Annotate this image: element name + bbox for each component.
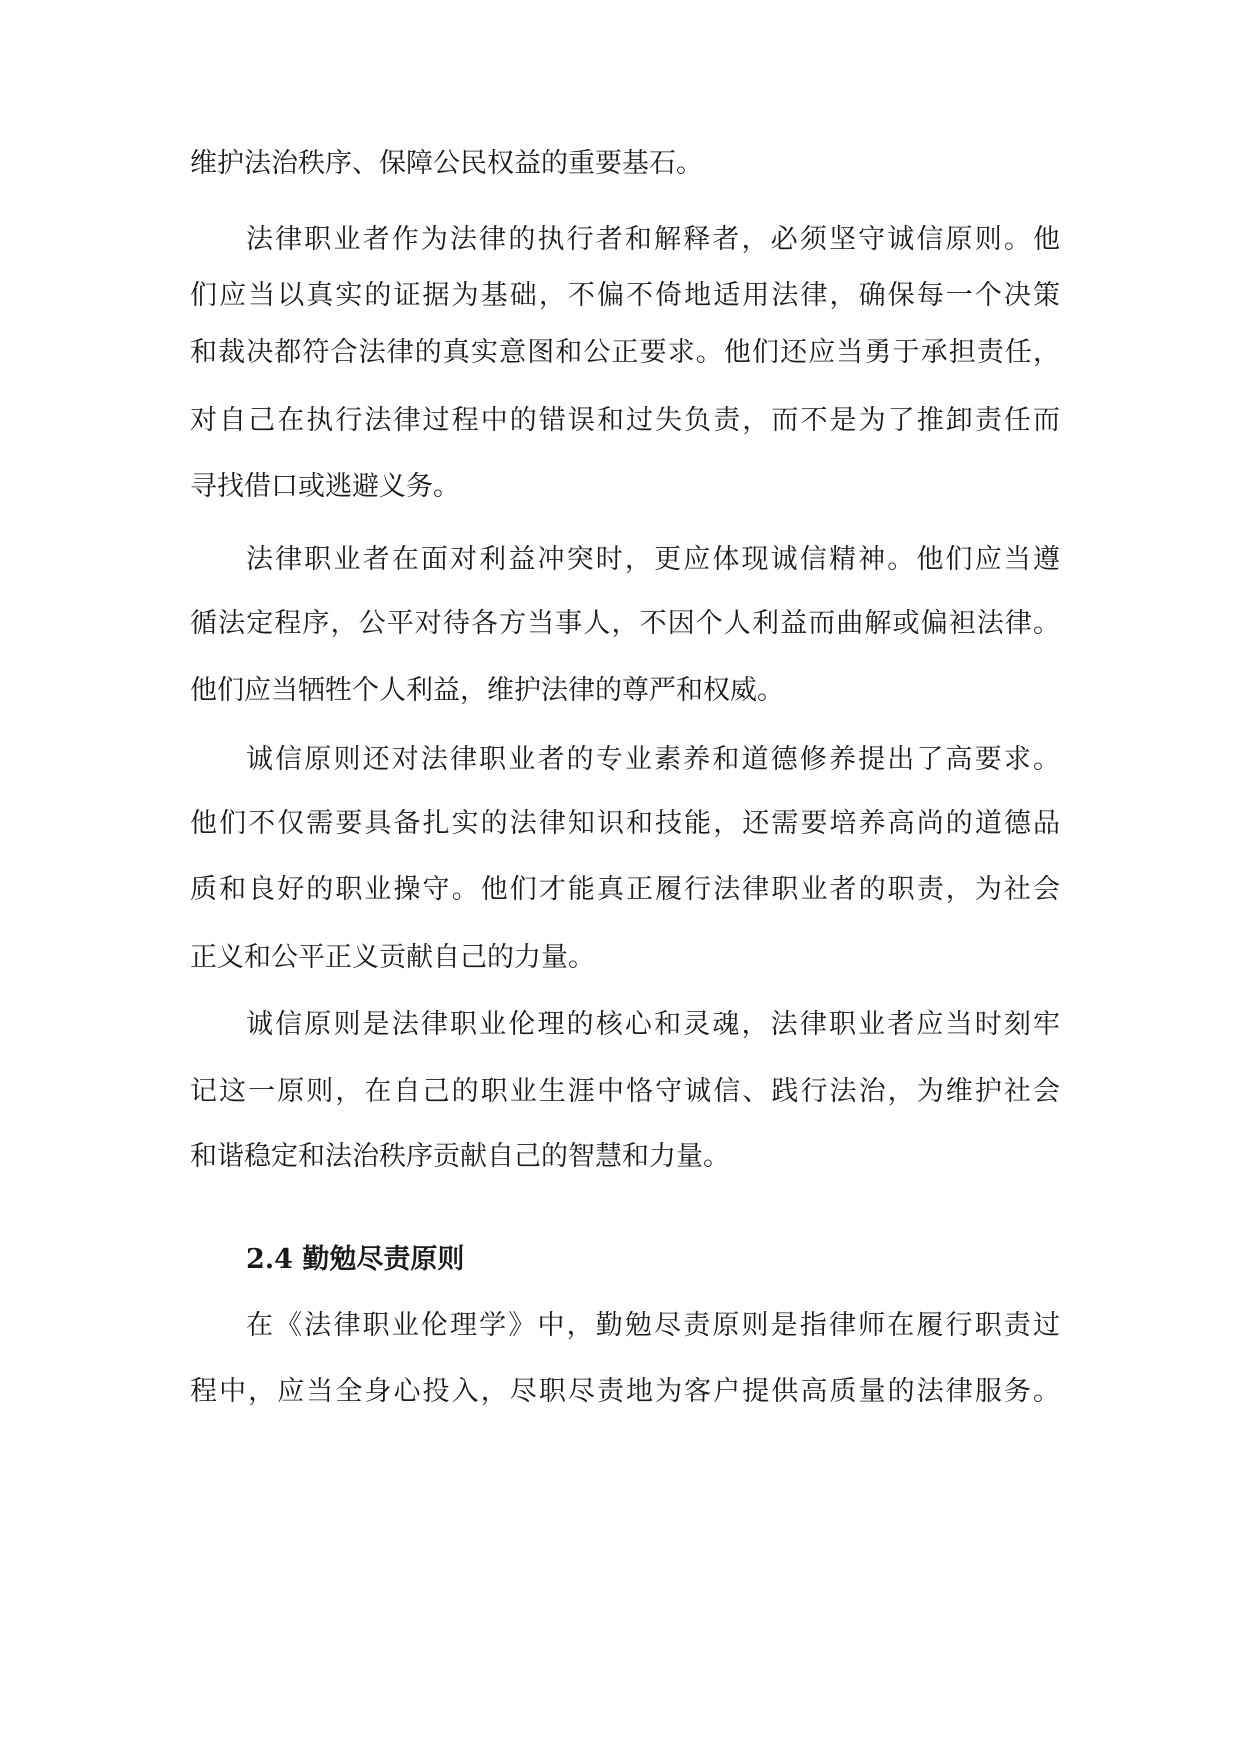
text-line: 他们不仅需要具备扎实的法律知识和技能，还需要培养高尚的道德品	[190, 808, 1060, 839]
text-line: 质和良好的职业操守。他们才能真正履行法律职业者的职责，为社会	[190, 874, 1060, 905]
text-line: 程中，应当全身心投入，尽职尽责地为客户提供高质量的法律服务。	[190, 1376, 1060, 1407]
text-line: 正义和公平正义贡献自己的力量。	[190, 942, 595, 973]
text-line: 和裁决都符合法律的真实意图和公正要求。他们还应当勇于承担责任，	[190, 337, 1060, 368]
text-line: 法律职业者作为法律的执行者和解释者，必须坚守诚信原则。他	[246, 224, 1060, 255]
text-line: 在《法律职业伦理学》中，勤勉尽责原则是指律师在履行职责过	[246, 1310, 1060, 1341]
text-line: 法律职业者在面对利益冲突时，更应体现诚信精神。他们应当遵	[246, 544, 1060, 575]
section-heading: 2.4 勤勉尽责原则	[246, 1244, 465, 1275]
text-line: 和谐稳定和法治秩序贡献自己的智慧和力量。	[190, 1141, 730, 1172]
text-line: 诚信原则是法律职业伦理的核心和灵魂，法律职业者应当时刻牢	[246, 1009, 1060, 1040]
text-line: 循法定程序，公平对待各方当事人，不因个人利益而曲解或偏袒法律。	[190, 608, 1060, 639]
text-line: 诚信原则还对法律职业者的专业素养和道德修养提出了高要求。	[246, 744, 1060, 775]
text-line: 们应当以真实的证据为基础，不偏不倚地适用法律，确保每一个决策	[190, 280, 1060, 311]
text-line: 寻找借口或逃避义务。	[190, 471, 460, 502]
text-line: 他们应当牺牲个人利益，维护法律的尊严和权威。	[190, 675, 784, 706]
text-line: 维护法治秩序、保障公民权益的重要基石。	[190, 148, 703, 179]
text-line: 对自己在执行法律过程中的错误和过失负责，而不是为了推卸责任而	[190, 405, 1060, 436]
text-line: 记这一原则，在自己的职业生涯中恪守诚信、践行法治，为维护社会	[190, 1076, 1060, 1107]
